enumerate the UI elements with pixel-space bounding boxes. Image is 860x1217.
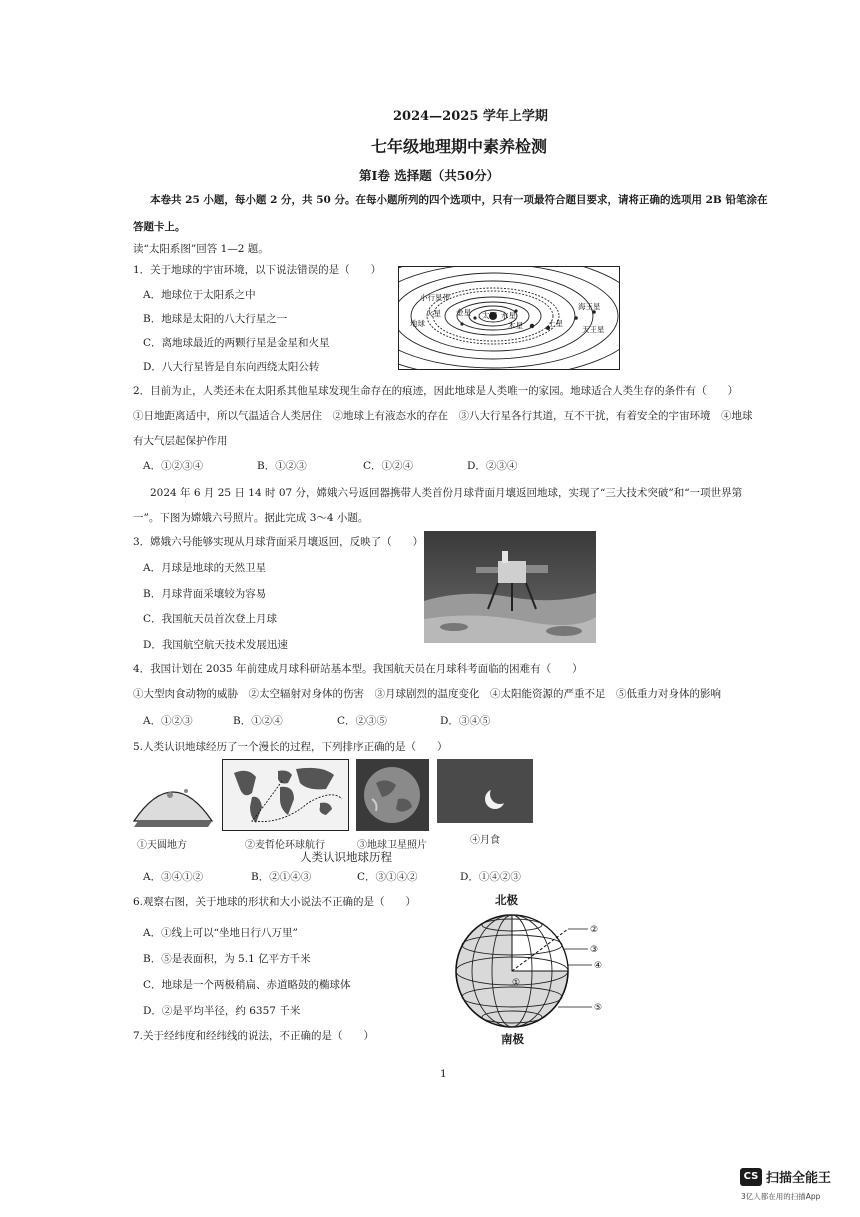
q5-option-a: A．③④①② bbox=[143, 871, 204, 883]
label-sun: 太阳 bbox=[482, 311, 497, 320]
label-asteroid-belt: 小行星带 bbox=[420, 293, 450, 302]
q6-option-c: C．地球是一个两极稍扁、赤道略鼓的椭球体 bbox=[143, 979, 351, 991]
q5-caption-3: ③地球卫星照片 bbox=[357, 840, 427, 851]
camscanner-name: 扫描全能王 bbox=[766, 1171, 832, 1186]
q5-caption-4: ④月食 bbox=[470, 835, 500, 846]
q3-stem: 3．嫦娥六号能够实现从月球背面采月壤返回，反映了（ ） bbox=[133, 536, 424, 548]
globe-marker-4: ④ bbox=[594, 961, 603, 971]
q5-option-c: C．③①④② bbox=[357, 871, 418, 883]
q1-stem: 1．关于地球的宇宙环境，以下说法错误的是（ ） bbox=[133, 264, 382, 276]
q2-line-2: ①日地距离适中，所以气温适合人类居住 ②地球上有液态水的存在 ③八大行星各行其道，互不干扰，有着安全的宇宙环境 ④地球 bbox=[133, 410, 753, 422]
camscanner-slogan: 3亿人都在用的扫描App bbox=[741, 1192, 821, 1201]
earth-satellite-photo bbox=[356, 759, 429, 831]
exam-title: 七年级地理期中素养检测 bbox=[371, 137, 548, 156]
q3-option-d: D．我国航空航天技术发展迅速 bbox=[143, 639, 288, 651]
q3-option-b: B．月球背面采壤较为容易 bbox=[143, 588, 267, 600]
q5-image-2 bbox=[222, 759, 349, 831]
solar-system-figure bbox=[398, 266, 620, 370]
q4-option-a: A．①②③ bbox=[143, 715, 193, 727]
q6-option-b: B．⑤是表面积，为 5.1 亿平方千米 bbox=[143, 953, 311, 965]
camscanner-logo: CS bbox=[740, 1168, 762, 1186]
globe-marker-3: ③ bbox=[590, 945, 599, 955]
school-year: 2024—2025 学年上学期 bbox=[393, 109, 548, 124]
q2-option-b: B．①②③ bbox=[257, 460, 307, 472]
globe-marker-2: ② bbox=[590, 925, 599, 935]
change6-photo bbox=[424, 531, 596, 643]
label-saturn: 土星 bbox=[548, 319, 563, 328]
globe-north-label: 北极 bbox=[495, 893, 518, 907]
q4-option-c: C．②③⑤ bbox=[337, 715, 388, 727]
q1-option-c: C．离地球最近的两颗行星是金星和火星 bbox=[143, 337, 330, 349]
sky-dome-illustration bbox=[130, 769, 216, 831]
q5-image-3 bbox=[356, 759, 429, 831]
q2-option-c: C．①②④ bbox=[363, 460, 414, 472]
q5-option-d: D．①④②③ bbox=[460, 871, 521, 883]
q5-option-b: B．②①④③ bbox=[251, 871, 312, 883]
q6-stem: 6.观察右图，关于地球的形状和大小说法不正确的是（ ） bbox=[133, 896, 417, 908]
q5-image-1 bbox=[130, 769, 216, 831]
label-jupiter: 木星 bbox=[508, 321, 523, 330]
q4-line-2: ①大型肉食动物的威胁 ②太空辐射对身体的伤害 ③月球剧烈的温度变化 ④太阳能资源的严重不足 ⑤低重力对身体的影响 bbox=[133, 688, 721, 700]
label-mercury: 水星 bbox=[501, 311, 516, 320]
passage-3-4-line-2: 一”。下图为嫦娥六号照片。据此完成 3～4 小题。 bbox=[133, 512, 369, 524]
q6-option-a: A．①线上可以“坐地日行八万里” bbox=[143, 927, 298, 939]
globe-marker-5: ⑤ bbox=[594, 1003, 603, 1013]
passage-3-4-line-1: 2024 年 6 月 25 日 14 时 07 分，嫦娥六号返回器携带人类首份月球背面月壤返回地球，实现了“三大技术突破”和“一项世界第 bbox=[150, 487, 743, 499]
q1-option-b: B．地球是太阳的八大行星之一 bbox=[143, 313, 288, 325]
q5-caption-2: ②麦哲伦环球航行 bbox=[245, 840, 325, 851]
label-earth: 地球 bbox=[410, 319, 425, 328]
label-mars: 火星 bbox=[426, 309, 441, 318]
instructions-line-1: 本卷共 25 小题，每小题 2 分，共 50 分。在每小题所列的四个选项中，只有一项最符合题目要求，请将正确的选项用 2B 铅笔涂在 bbox=[150, 194, 768, 206]
q2-line-3: 有大气层起保护作用 bbox=[133, 435, 228, 447]
globe-south-label: 南极 bbox=[501, 1032, 524, 1046]
q3-option-c: C．我国航天员首次登上月球 bbox=[143, 613, 278, 625]
label-venus: 金星 bbox=[456, 308, 471, 317]
q2-option-a: A．①②③④ bbox=[143, 460, 204, 472]
q1-option-a: A．地球位于太阳系之中 bbox=[143, 289, 256, 301]
globe-diagram bbox=[440, 891, 610, 1041]
q5-stem: 5.人类认识地球经历了一个漫长的过程，下列排序正确的是（ ） bbox=[133, 741, 448, 753]
q3-option-a: A．月球是地球的天然卫星 bbox=[143, 562, 267, 574]
q1-option-d: D．八大行星皆是自东向西绕太阳公转 bbox=[143, 361, 320, 373]
section-title: 第Ⅰ卷 选择题（共50分） bbox=[359, 168, 500, 183]
q6-option-d: D．②是平均半径，约 6357 千米 bbox=[143, 1005, 301, 1017]
label-neptune: 海王星 bbox=[578, 302, 601, 311]
q2-option-d: D．②③④ bbox=[467, 460, 518, 472]
q2-stem: 2．目前为止，人类还未在太阳系其他星球发现生命存在的痕迹，因此地球是人类唯一的家园。地球适合人类生存的条件有（ ） bbox=[133, 385, 739, 397]
q5-image-4 bbox=[437, 759, 533, 823]
q5-caption-1: ①天圆地方 bbox=[137, 840, 187, 851]
lunar-eclipse-photo bbox=[437, 759, 533, 823]
q5-figure-title: 人类认识地球历程 bbox=[300, 850, 392, 864]
q4-option-b: B．①②④ bbox=[233, 715, 283, 727]
instructions-line-2: 答题卡上。 bbox=[133, 221, 186, 233]
globe-figure bbox=[440, 891, 610, 1041]
lunar-lander-image bbox=[424, 531, 596, 643]
page-number: 1 bbox=[440, 1068, 447, 1080]
q4-stem: 4．我国计划在 2035 年前建成月球科研站基本型。我国航天员在月球科考面临的困难有（ ） bbox=[133, 663, 583, 675]
q7-stem: 7.关于经纬度和经纬线的说法，不正确的是（ ） bbox=[133, 1030, 375, 1042]
globe-marker-1: ① bbox=[512, 978, 521, 988]
solar-system-diagram bbox=[398, 266, 620, 370]
intro-1-2: 读“太阳系图”回答 1—2 题。 bbox=[133, 243, 269, 255]
q4-option-d: D．③④⑤ bbox=[440, 715, 491, 727]
magellan-voyage-map bbox=[222, 759, 349, 831]
label-uranus: 天王星 bbox=[582, 325, 605, 334]
